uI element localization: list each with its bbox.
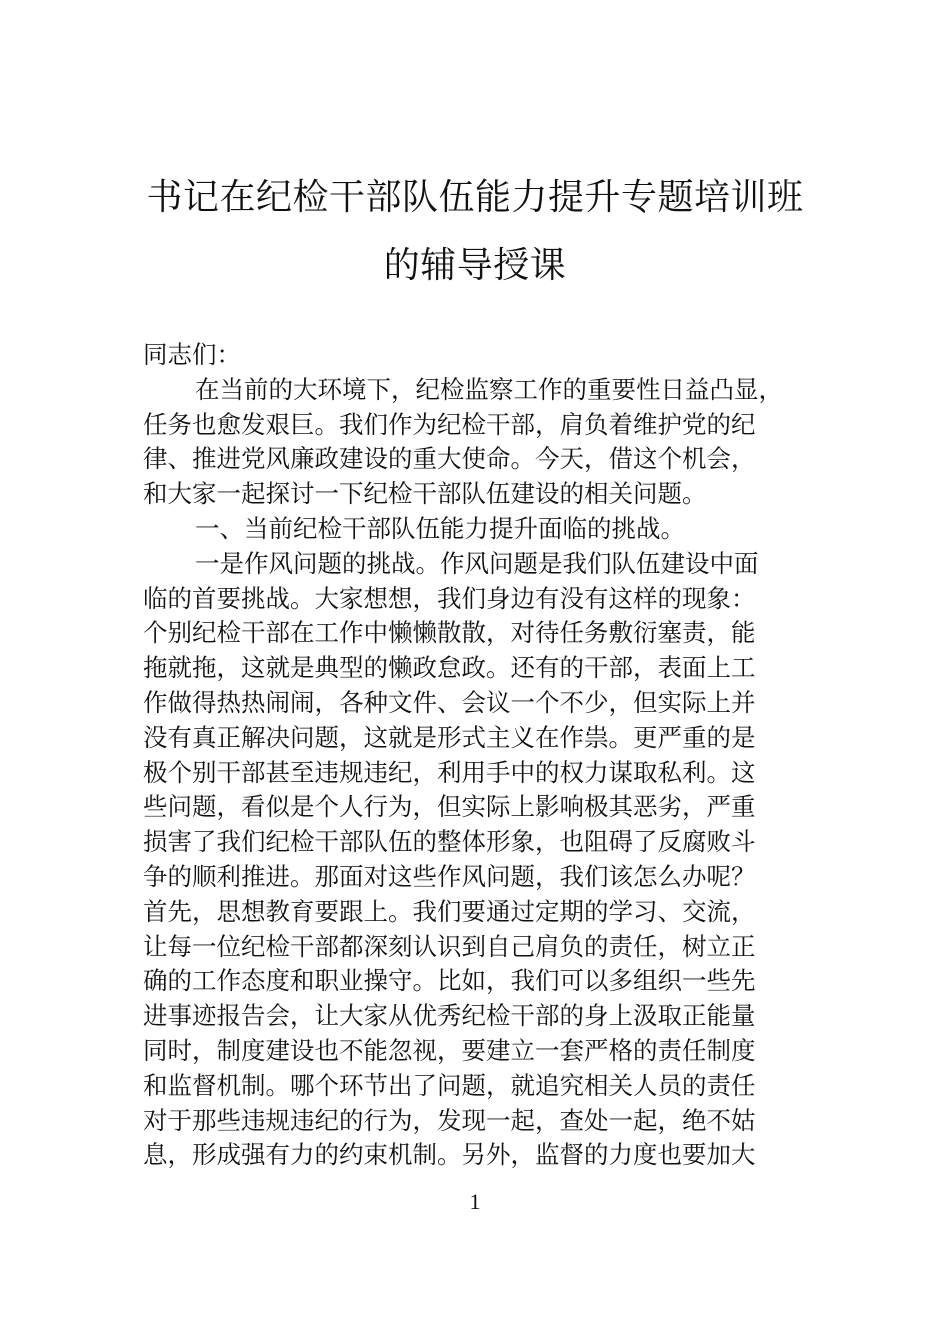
document-title-line-2: 的辅导授课	[383, 245, 567, 286]
paragraph-line: 同时，制度建设也不能忽视，要建立一套严格的责任制度	[143, 1035, 756, 1065]
page-number: 1	[469, 1189, 481, 1214]
paragraph-line: 和大家一起探讨一下纪检干部队伍建设的相关问题。	[143, 479, 707, 509]
paragraph-line: 首先，思想教育要跟上。我们要通过定期的学习、交流，	[143, 896, 756, 926]
paragraph-line: 一是作风问题的挑战。作风问题是我们队伍建设中面	[195, 548, 759, 578]
paragraph-line: 让每一位纪检干部都深刻认识到自己肩负的责任，树立正	[143, 931, 756, 961]
salutation: 同志们：	[143, 340, 241, 369]
paragraph-line: 作做得热热闹闹，各种文件、会议一个不少，但实际上并	[143, 687, 756, 717]
paragraph-line: 确的工作态度和职业操守。比如，我们可以多组织一些先	[143, 966, 756, 996]
paragraph-line: 拖就拖，这就是典型的懒政怠政。还有的干部，表面上工	[143, 653, 756, 683]
paragraph-line: 息，形成强有力的约束机制。另外，监督的力度也要加大	[143, 1140, 756, 1170]
paragraph-line: 任务也愈发艰巨。我们作为纪检干部，肩负着维护党的纪	[143, 409, 756, 439]
paragraph-line: 和监督机制。哪个环节出了问题，就追究相关人员的责任	[143, 1070, 756, 1100]
section-heading: 一、当前纪检干部队伍能力提升面临的挑战。	[195, 513, 685, 543]
paragraph-line: 进事迹报告会，让大家从优秀纪检干部的身上汲取正能量	[143, 1001, 756, 1031]
paragraph-line: 极个别干部甚至违规违纪，利用手中的权力谋取私利。这	[143, 757, 756, 787]
paragraph-line: 律、推进党风廉政建设的重大使命。今天，借这个机会，	[143, 444, 756, 474]
paragraph-line: 些问题，看似是个人行为，但实际上影响极其恶劣，严重	[143, 792, 756, 822]
paragraph-line: 在当前的大环境下，纪检监察工作的重要性日益凸显，	[195, 374, 783, 404]
paragraph-line: 临的首要挑战。大家想想，我们身边有没有这样的现象：	[143, 583, 756, 613]
paragraph-line: 没有真正解决问题，这就是形式主义在作祟。更严重的是	[143, 722, 756, 752]
document-title-line-1: 书记在纪检干部队伍能力提升专题培训班	[146, 177, 804, 218]
paragraph-line: 争的顺利推进。那面对这些作风问题，我们该怎么办呢？	[143, 861, 756, 891]
paragraph-line: 损害了我们纪检干部队伍的整体形象，也阻碍了反腐败斗	[143, 827, 756, 857]
paragraph-line: 个别纪检干部在工作中懒懒散散，对待任务敷衍塞责，能	[143, 618, 756, 648]
paragraph-line: 对于那些违规违纪的行为，发现一起，查处一起，绝不姑	[143, 1105, 756, 1135]
document-body	[143, 338, 833, 1173]
